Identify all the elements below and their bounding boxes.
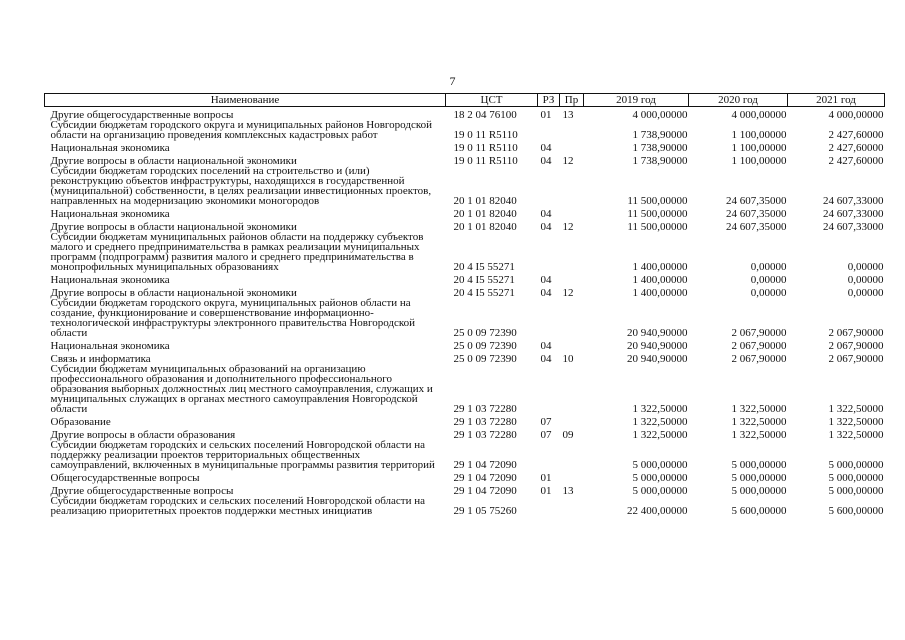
- table-row: [45, 496, 885, 516]
- cell-cst: 29 1 04 72090: [453, 459, 517, 471]
- table-row: [45, 140, 885, 153]
- cell-pr: 09: [562, 429, 574, 441]
- cell-2020: 1 322,50000: [731, 429, 787, 441]
- cell-name: Национальная экономика: [50, 340, 170, 352]
- table-row: [45, 232, 885, 272]
- cell-cst: 19 0 11 R5110: [453, 155, 518, 167]
- cell-pr: [560, 166, 584, 206]
- cell-2019: 4 000,00000: [632, 109, 688, 121]
- table-row: [45, 107, 885, 121]
- cell-pr: [560, 120, 584, 140]
- cell-2020: 1 100,00000: [731, 155, 787, 167]
- cell-cst: 19 0 11 R5110: [453, 129, 518, 141]
- cell-2020: 1 100,00000: [731, 129, 787, 141]
- cell-2021: 2 427,60000: [828, 142, 884, 154]
- cell-2020: 2 067,90000: [731, 327, 787, 339]
- cell-cst: 29 1 04 72090: [453, 472, 517, 484]
- cell-2019: 1 322,50000: [632, 416, 688, 428]
- cell-pr: [560, 272, 584, 285]
- table-row: [45, 166, 885, 206]
- cell-2020: 4 000,00000: [731, 109, 787, 121]
- cell-rz: 07: [540, 416, 552, 428]
- cell-rz: 01: [540, 485, 552, 497]
- header-cst: ЦСТ: [446, 94, 538, 107]
- cell-name: Национальная экономика: [50, 142, 170, 154]
- cell-rz: 04: [540, 287, 552, 299]
- cell-name: Другие вопросы в области национальной экономики: [50, 155, 297, 167]
- cell-2021: 2 067,90000: [828, 340, 884, 352]
- table-row: [45, 206, 885, 219]
- table-row: [45, 470, 885, 483]
- cell-rz: 04: [540, 340, 552, 352]
- cell-2019: 20 940,90000: [627, 340, 688, 352]
- cell-2021: 1 322,50000: [828, 416, 884, 428]
- table-row: [45, 440, 885, 470]
- cell-pr: [560, 338, 584, 351]
- cell-2021: 4 000,00000: [828, 109, 884, 121]
- cell-rz: [538, 232, 560, 272]
- cell-name: Субсидии бюджетам городских и сельских поселений Новгородской области на реализацию приоритетных проектов поддержки местных инициатив: [50, 495, 426, 517]
- cell-pr: [560, 496, 584, 516]
- cell-2020: 0,00000: [750, 274, 787, 286]
- cell-cst: 20 1 01 82040: [453, 221, 517, 233]
- cell-name: Национальная экономика: [50, 274, 170, 286]
- cell-2021: 1 322,50000: [828, 429, 884, 441]
- cell-2021: 2 427,60000: [828, 155, 884, 167]
- cell-2019: 1 738,90000: [632, 155, 688, 167]
- cell-2019: 5 000,00000: [632, 459, 688, 471]
- cell-rz: [538, 120, 560, 140]
- cell-rz: 04: [540, 274, 552, 286]
- cell-2020: 0,00000: [750, 261, 787, 273]
- cell-2020: 5 000,00000: [731, 459, 787, 471]
- cell-2021: 1 322,50000: [828, 403, 884, 415]
- cell-2020: 1 322,50000: [731, 416, 787, 428]
- cell-cst: 20 4 I5 55271: [453, 261, 515, 273]
- cell-name: Субсидии бюджетам муниципальных образований на организацию профессионального образования и дополнительного профессионального образования выборных должностных лиц местного самоуправления, служащих и муниципальных служащих в органах местного самоуправления Новгородской области: [50, 363, 433, 415]
- cell-2021: 0,00000: [847, 261, 884, 273]
- cell-2020: 24 607,35000: [726, 195, 787, 207]
- cell-name: Общегосударственные вопросы: [50, 472, 200, 484]
- cell-cst: 29 1 03 72280: [453, 429, 517, 441]
- cell-2020: 5 000,00000: [731, 472, 787, 484]
- cell-2020: 2 067,90000: [731, 353, 787, 365]
- cell-name: Другие вопросы в области национальной экономики: [50, 221, 297, 233]
- cell-2021: 5 000,00000: [828, 459, 884, 471]
- cell-cst: 25 0 09 72390: [453, 340, 517, 352]
- header-pr: Пр: [560, 94, 584, 107]
- cell-rz: 04: [540, 155, 552, 167]
- cell-2019: 11 500,00000: [627, 195, 688, 207]
- cell-rz: [538, 440, 560, 470]
- cell-rz: 01: [540, 109, 552, 121]
- cell-pr: [560, 414, 584, 427]
- cell-name: Другие общегосударственные вопросы: [50, 485, 234, 497]
- cell-2019: 1 738,90000: [632, 142, 688, 154]
- cell-pr: 12: [562, 221, 574, 233]
- table-header-row: [45, 94, 885, 107]
- table-body: [45, 107, 885, 517]
- cell-name: Субсидии бюджетам городских и сельских поселений Новгородской области на поддержку реализации проектов территориальных общественных самоуправлений, включенных в муниципальные программы развития территорий: [50, 439, 435, 471]
- cell-2021: 5 000,00000: [828, 485, 884, 497]
- cell-2019: 11 500,00000: [627, 208, 688, 220]
- cell-pr: [560, 364, 584, 414]
- page-number: 7: [449, 74, 456, 88]
- cell-2020: 24 607,35000: [726, 208, 787, 220]
- cell-cst: 29 1 04 72090: [453, 485, 517, 497]
- cell-cst: 29 1 03 72280: [453, 403, 517, 415]
- cell-2019: 1 322,50000: [632, 429, 688, 441]
- cell-cst: 20 1 01 82040: [453, 195, 517, 207]
- cell-name: Образование: [50, 416, 111, 428]
- cell-2020: 5 600,00000: [731, 505, 787, 517]
- cell-pr: [560, 232, 584, 272]
- cell-2021: 2 427,60000: [828, 129, 884, 141]
- cell-rz: [538, 364, 560, 414]
- cell-rz: 04: [540, 208, 552, 220]
- cell-2019: 1 400,00000: [632, 287, 688, 299]
- cell-2019: 5 000,00000: [632, 485, 688, 497]
- cell-cst: 29 1 05 75260: [453, 505, 517, 517]
- cell-cst: 29 1 03 72280: [453, 416, 517, 428]
- cell-2019: 1 400,00000: [632, 274, 688, 286]
- header-name: Наименование: [45, 94, 446, 107]
- cell-pr: [560, 470, 584, 483]
- cell-2019: 20 940,90000: [627, 353, 688, 365]
- cell-2020: 1 322,50000: [731, 403, 787, 415]
- cell-2019: 11 500,00000: [627, 221, 688, 233]
- cell-2019: 22 400,00000: [627, 505, 688, 517]
- cell-rz: [538, 496, 560, 516]
- cell-rz: [538, 298, 560, 338]
- cell-2019: 1 322,50000: [632, 403, 688, 415]
- cell-2020: 2 067,90000: [731, 340, 787, 352]
- table-row: [45, 414, 885, 427]
- cell-cst: 25 0 09 72390: [453, 327, 517, 339]
- cell-cst: 25 0 09 72390: [453, 353, 517, 365]
- cell-name: Другие общегосударственные вопросы: [50, 109, 234, 121]
- cell-2020: 1 100,00000: [731, 142, 787, 154]
- cell-2021: 0,00000: [847, 287, 884, 299]
- cell-2021: 24 607,33000: [823, 221, 884, 233]
- cell-2021: 24 607,33000: [823, 195, 884, 207]
- cell-rz: [538, 166, 560, 206]
- cell-pr: 13: [562, 485, 574, 497]
- cell-2019: 1 400,00000: [632, 261, 688, 273]
- cell-2021: 2 067,90000: [828, 353, 884, 365]
- cell-name: Субсидии бюджетам городского округа, муниципальных районов области на создание, функционирование и совершенствование информационно-технологической инфраструктуры электронного правительства Новгородской области: [50, 297, 416, 339]
- cell-2020: 0,00000: [750, 287, 787, 299]
- cell-cst: 20 4 I5 55271: [453, 274, 515, 286]
- cell-pr: 13: [562, 109, 574, 121]
- header-2020: 2020 год: [689, 94, 788, 107]
- cell-name: Связь и информатика: [50, 353, 151, 365]
- cell-2019: 20 940,90000: [627, 327, 688, 339]
- header-rz: РЗ: [538, 94, 560, 107]
- cell-2019: 5 000,00000: [632, 472, 688, 484]
- cell-2021: 0,00000: [847, 274, 884, 286]
- cell-cst: 18 2 04 76100: [453, 109, 517, 121]
- header-2019: 2019 год: [584, 94, 689, 107]
- cell-rz: 07: [540, 429, 552, 441]
- cell-pr: 10: [562, 353, 574, 365]
- cell-pr: [560, 298, 584, 338]
- cell-2021: 24 607,33000: [823, 208, 884, 220]
- cell-cst: 20 1 01 82040: [453, 208, 517, 220]
- table-row: [45, 120, 885, 140]
- cell-pr: [560, 206, 584, 219]
- cell-2019: 1 738,90000: [632, 129, 688, 141]
- cell-name: Другие вопросы в области национальной экономики: [50, 287, 297, 299]
- cell-pr: 12: [562, 287, 574, 299]
- cell-rz: 01: [540, 472, 552, 484]
- cell-name: Национальная экономика: [50, 208, 170, 220]
- cell-2020: 24 607,35000: [726, 221, 787, 233]
- cell-cst: 20 4 I5 55271: [453, 287, 515, 299]
- cell-2021: 2 067,90000: [828, 327, 884, 339]
- cell-2021: 5 600,00000: [828, 505, 884, 517]
- cell-pr: [560, 440, 584, 470]
- cell-rz: 04: [540, 221, 552, 233]
- cell-2020: 5 000,00000: [731, 485, 787, 497]
- cell-name: Другие вопросы в области образования: [50, 429, 236, 441]
- cell-pr: 12: [562, 155, 574, 167]
- budget-table: [44, 93, 885, 516]
- cell-name: Субсидии бюджетам городских поселений на строительство и (или) реконструкцию объектов инфраструктуры, находящихся в государственной (муниципальной) собственности, в целях реализации инвестиционных проектов, направленных на модернизацию экономики моногородов: [50, 165, 432, 207]
- table-row: [45, 338, 885, 351]
- table-row: [45, 298, 885, 338]
- cell-rz: 04: [540, 142, 552, 154]
- table-row: [45, 364, 885, 414]
- cell-2021: 5 000,00000: [828, 472, 884, 484]
- cell-cst: 19 0 11 R5110: [453, 142, 518, 154]
- cell-pr: [560, 140, 584, 153]
- header-2021: 2021 год: [788, 94, 885, 107]
- cell-name: Субсидии бюджетам городского округа и муниципальных районов Новгородской области на организацию проведения комплексных кадастровых работ: [50, 119, 432, 141]
- cell-rz: 04: [540, 353, 552, 365]
- cell-name: Субсидии бюджетам муниципальных районов области на поддержку субъектов малого и среднего предпринимательства в рамках реализации муниципальных программ (подпрограмм) развития малого и среднего предпринимательства в монопрофильных муниципальных образованиях: [50, 231, 424, 273]
- table-row: [45, 272, 885, 285]
